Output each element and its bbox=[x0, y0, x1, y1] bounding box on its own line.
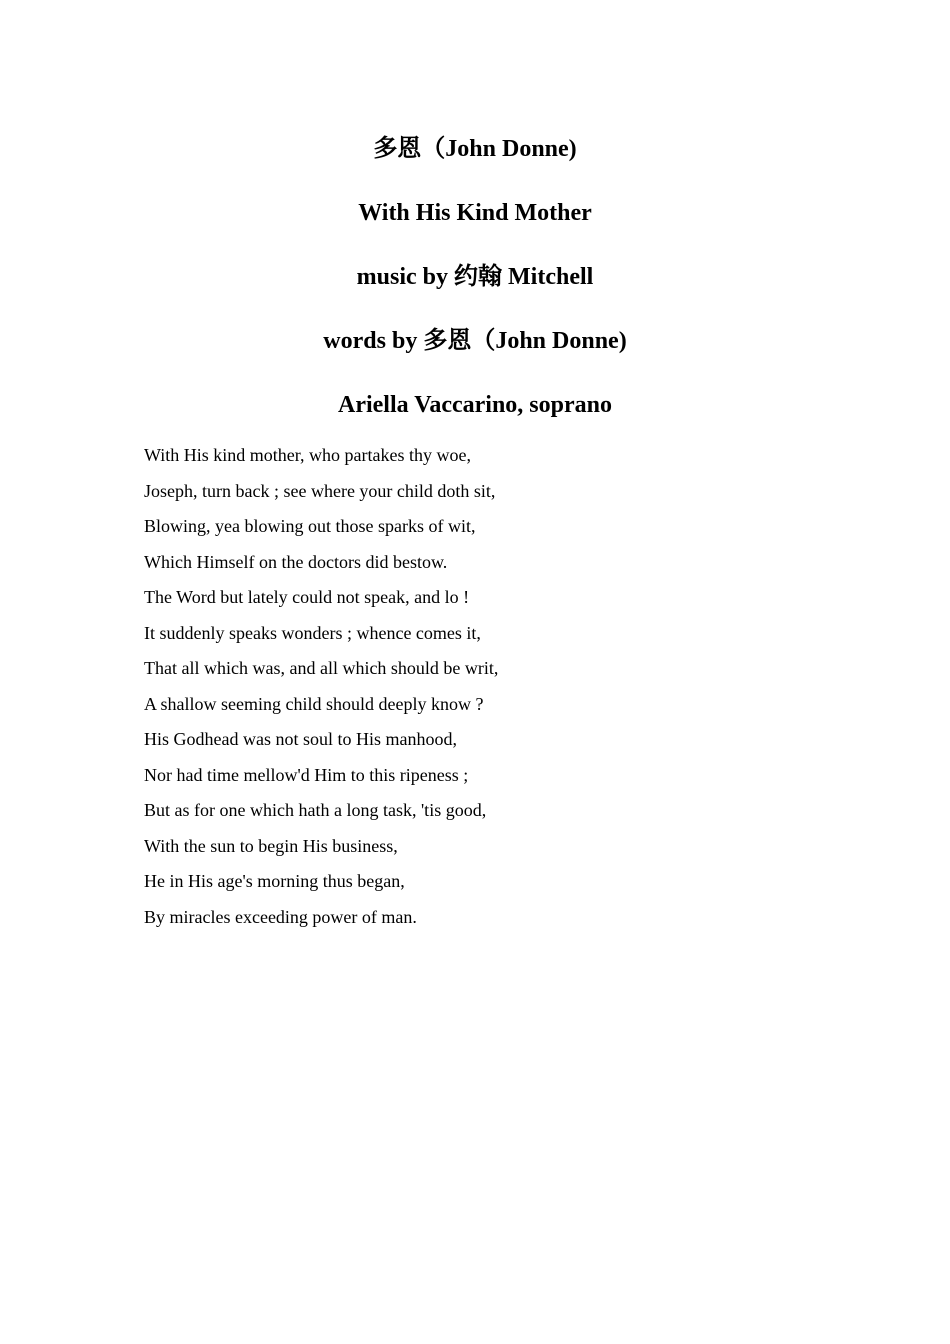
poem-line: Which Himself on the doctors did bestow. bbox=[144, 551, 448, 572]
heading-block bbox=[0, 130, 950, 424]
poem-line: Nor had time mellow'd Him to this ripeness ; bbox=[144, 764, 469, 785]
poem-line: He in His age's morning thus began, bbox=[144, 871, 405, 891]
performer-credit: Ariella Vaccarino, soprano bbox=[338, 392, 612, 418]
poem-line: With His kind mother, who partakes thy woe, bbox=[144, 445, 471, 465]
poem-line: The Word but lately could not speak, and lo ! bbox=[144, 587, 470, 607]
poem-line: Joseph, turn back ; see where your child doth sit, bbox=[144, 480, 496, 501]
poem-line: It suddenly speaks wonders ; whence comes it, bbox=[144, 622, 481, 643]
poem-line: With the sun to begin His business, bbox=[144, 835, 398, 856]
poem-line: Blowing, yea blowing out those sparks of wit, bbox=[144, 516, 476, 536]
poem-line: His Godhead was not soul to His manhood, bbox=[144, 729, 457, 749]
author-heading: 多恩（John Donne) bbox=[373, 136, 577, 162]
poem-line: A shallow seeming child should deeply know ? bbox=[144, 693, 484, 714]
poem-line: That all which was, and all which should be writ, bbox=[144, 658, 499, 678]
song-title: With His Kind Mother bbox=[358, 200, 592, 226]
words-credit: words by 多恩（John Donne) bbox=[323, 328, 627, 354]
music-credit: music by 约翰 Mitchell bbox=[356, 264, 594, 290]
poem-text bbox=[144, 443, 844, 940]
poem-line: But as for one which hath a long task, 'tis good, bbox=[144, 800, 487, 820]
poem-line: By miracles exceeding power of man. bbox=[144, 906, 417, 927]
